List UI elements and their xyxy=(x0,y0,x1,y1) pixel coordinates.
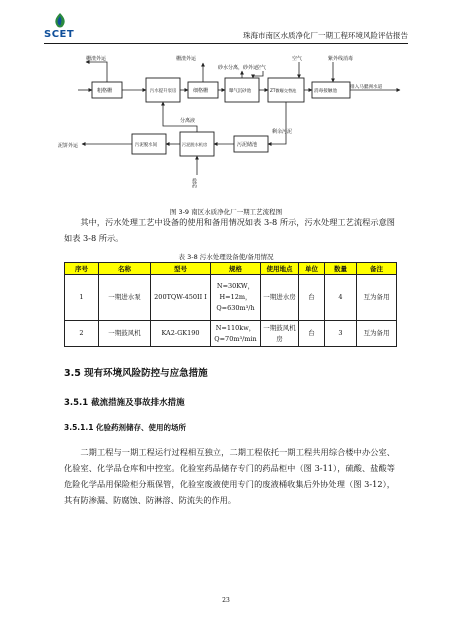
label-sand-out: 栅渣外运 xyxy=(176,56,197,62)
section-heading-3-5-1: 3.5.1 截流措施及事故排水措施 xyxy=(64,398,185,408)
section-heading-3-5: 3.5 现有环境风险防控与应急措施 xyxy=(64,368,208,379)
table-title: 表 3-8 污水处理设备使/备用情况 xyxy=(178,253,274,261)
header-cell: 规格 xyxy=(211,263,261,275)
table-cell: N=110kw，Q=70m³/min xyxy=(211,321,261,347)
label-supernatant: 分离液 xyxy=(180,118,196,124)
table-cell: 一期进水泵 xyxy=(99,275,151,321)
table-cell: 台 xyxy=(299,321,325,347)
table-cell: 1 xyxy=(65,275,99,321)
text-coarse-screen: 粗格栅 xyxy=(97,88,113,94)
table-cell: 一期进水房 xyxy=(261,275,299,321)
text-sludge-dewater-room: 污泥脱水机房 xyxy=(182,142,208,147)
header-cell: 型号 xyxy=(151,263,211,275)
figure-caption: 图 3-9 南区水质净化厂一期工艺流程图 xyxy=(169,208,283,216)
table-cell: 3 xyxy=(325,321,357,347)
label-discharge: 排入马骝洲水道 xyxy=(350,85,383,90)
table-cell: 2 xyxy=(65,321,99,347)
text-aerated-grit: 曝气沉砂池 xyxy=(229,89,251,94)
label-air-2: 空气 xyxy=(292,56,303,62)
header-cell: 数量 xyxy=(325,263,357,275)
intro-paragraph: 其中，污水处理工艺中设备的使用和备用情况如表 3-8 所示，污水处理工艺流程示意图如表 3-8 所示。 xyxy=(64,217,395,243)
text-sludge-storage: 污泥储池 xyxy=(237,142,258,148)
header-cell: 名称 xyxy=(99,263,151,275)
table-cell: 4 xyxy=(325,275,357,321)
label-screen-out: 栅渣外运 xyxy=(86,56,107,62)
text-dewater: 污泥脱水间 xyxy=(135,143,157,148)
header-cell: 备注 xyxy=(357,263,397,275)
label-sand-water-out: 砂水分离，砂外运 xyxy=(218,65,259,71)
label-air-1: 空气 xyxy=(256,65,267,71)
table-cell: 互为备用 xyxy=(357,321,397,347)
table-cell: 200TQW-450II I xyxy=(151,275,211,321)
equipment-table xyxy=(64,262,397,347)
text-fine-screen: 细格栅 xyxy=(193,88,209,94)
page-number: 23 xyxy=(222,597,230,604)
text-zt-pool: ZT微曝交替池 xyxy=(270,88,297,93)
table-cell: 互为备用 xyxy=(357,275,397,321)
label-residual-sludge: 剩余污泥 xyxy=(272,129,293,135)
table-cell: KA2-GK190 xyxy=(151,321,211,347)
header-rule xyxy=(44,43,408,44)
body-paragraph: 二期工程与一期工程运行过程相互独立，二期工程依托一期工程共用综合楼中办公室、化验室、化学品仓库和中控室。化验室药品储存专门的药品柜中（图 3-11），硫酸、盐酸等危险化学品用保险柜分瓶保管，化验室废液使用专门的废液桶收集后外协处理（图 3-12），其有防渗漏、防腐蚀、防淋溶、防流失的作用。 xyxy=(64,447,395,505)
header-cell: 单位 xyxy=(299,263,325,275)
table-cell: 台 xyxy=(299,275,325,321)
text-disinfect-pool: 消毒接触池 xyxy=(314,89,337,94)
section-heading-3-5-1-1: 3.5.1.1 化验药剂储存、使用的场所 xyxy=(64,423,187,432)
text-lift-pump: 污水提升泵房 xyxy=(150,89,177,94)
label-uv: 紫外线消毒 xyxy=(328,56,354,62)
table-cell: 一期鼓风机房 xyxy=(261,321,299,347)
table-cell: 一期鼓风机 xyxy=(99,321,151,347)
logo-text: SCET xyxy=(44,29,75,40)
table-row xyxy=(65,275,397,321)
table-row xyxy=(65,321,397,347)
header-cell: 序号 xyxy=(65,263,99,275)
label-mud-out: 泥饼外运 xyxy=(58,143,79,149)
header-cell: 使用地点 xyxy=(261,263,299,275)
table-cell: N=30KW，H=12m，Q=630m³/h xyxy=(211,275,261,321)
label-dosing: 投药 xyxy=(191,178,197,188)
process-flow-diagram xyxy=(58,50,408,205)
table-header-row xyxy=(65,263,397,275)
header-title: 珠海市南区水质净化厂一期工程环境风险评估报告 xyxy=(243,31,408,40)
logo-icon xyxy=(52,12,68,30)
